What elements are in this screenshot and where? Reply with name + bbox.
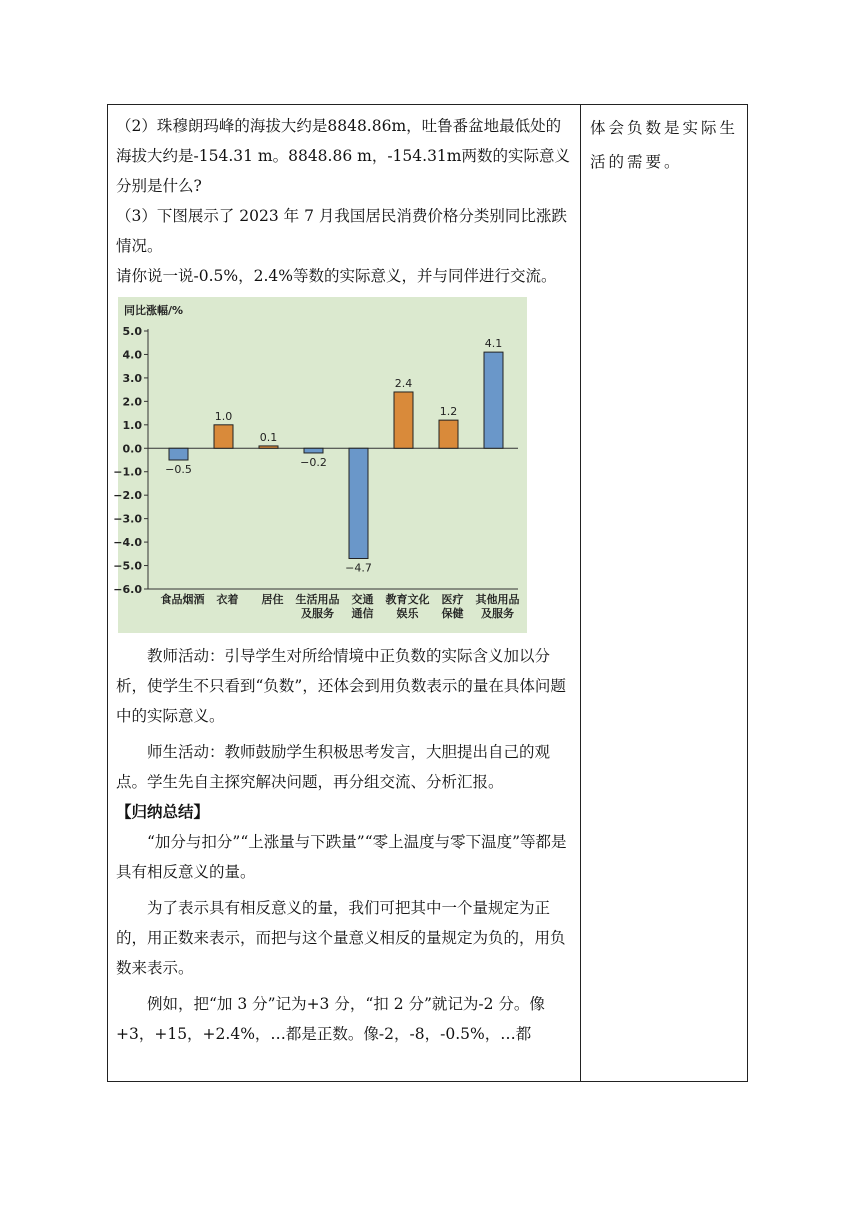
category-label: 娱乐 bbox=[396, 607, 419, 620]
right-column bbox=[590, 111, 740, 179]
bar bbox=[169, 448, 188, 460]
question-2: （2）珠穆朗玛峰的海拔大约是8848.86m，吐鲁番盆地最低处的海拔大约是-154.31 m。8848.86 m，-154.31m两数的实际意义分别是什么? bbox=[116, 117, 570, 195]
category-label: 教育文化 bbox=[385, 593, 430, 606]
category-label: 交通 bbox=[351, 593, 374, 606]
bar bbox=[304, 448, 323, 453]
bar-value-label: 1.0 bbox=[214, 409, 233, 423]
bar-value-label: −4.7 bbox=[345, 561, 372, 575]
teacher-activity: 教师活动：引导学生对所给情境中正负数的实际含义加以分析，使学生不只看到“负数”，还体会到用负数表示的量在具体问题中的实际意义。 bbox=[116, 647, 566, 725]
cpi-bar-chart bbox=[113, 297, 527, 633]
bar bbox=[394, 392, 413, 448]
design-intent-note: 体会负数是实际生活的需要。 bbox=[590, 119, 739, 171]
teacher-student-activity: 师生活动：教师鼓励学生积极思考发言，大胆提出自己的观点。学生先自主探究解决问题，再分组交流、分析汇报。 bbox=[116, 743, 551, 791]
y-tick-label: 5.0 bbox=[122, 325, 142, 338]
summary-paragraph-2: 为了表示具有相反意义的量，我们可把其中一个量规定为正的，用正数来表示，而把与这个量意义相反的量规定为负的，用负数来表示。 bbox=[116, 899, 566, 977]
y-tick-label: −3.0 bbox=[113, 512, 142, 526]
category-label: 食品烟酒 bbox=[160, 593, 205, 606]
category-label: 通信 bbox=[351, 607, 374, 620]
column-divider bbox=[580, 105, 581, 1081]
bar-value-label: 0.1 bbox=[259, 430, 278, 444]
y-tick-label: 0.0 bbox=[122, 442, 142, 456]
bar bbox=[439, 420, 458, 448]
bar bbox=[259, 446, 278, 448]
bar-value-label: 1.2 bbox=[439, 405, 458, 419]
bar-value-label: −0.2 bbox=[300, 455, 327, 469]
chart-svg bbox=[113, 297, 527, 633]
category-label: 及服务 bbox=[301, 607, 334, 620]
y-tick-label: −5.0 bbox=[113, 559, 142, 573]
summary-paragraph-1: “加分与扣分”“上涨量与下跌量”“零上温度与零下温度”等都是具有相反意义的量。 bbox=[116, 833, 567, 881]
y-tick-label: −2.0 bbox=[113, 489, 142, 503]
bar-value-label: −0.5 bbox=[165, 463, 192, 476]
bar bbox=[484, 352, 503, 448]
y-tick-label: −6.0 bbox=[113, 583, 142, 596]
category-label: 医疗 bbox=[441, 593, 464, 606]
category-label: 居住 bbox=[261, 593, 284, 606]
y-tick-label: −1.0 bbox=[113, 465, 142, 479]
lesson-table bbox=[107, 104, 748, 1082]
question-3: （3）下图展示了 2023 年 7 月我国居民消费价格分类别同比涨跌情况。 bbox=[116, 207, 567, 255]
y-tick-label: 1.0 bbox=[122, 418, 142, 432]
category-label: 及服务 bbox=[481, 607, 514, 620]
category-label: 生活用品 bbox=[295, 593, 340, 606]
example-paragraph: 例如，把“加 3 分”记为+3 分，“扣 2 分”就记为-2 分。像 +3，+15，+2.4%，…都是正数。像-2，-8，-0.5%，…都 bbox=[116, 995, 545, 1043]
summary-heading: 【归纳总结】 bbox=[116, 803, 210, 821]
question-3-ask: 请你说一说-0.5%，2.4%等数的实际意义，并与同伴进行交流。 bbox=[116, 267, 557, 285]
bar-value-label: 4.1 bbox=[484, 337, 503, 351]
y-tick-label: 2.0 bbox=[122, 395, 142, 409]
category-label: 保健 bbox=[441, 607, 464, 620]
y-tick-label: 4.0 bbox=[122, 348, 142, 362]
category-label: 其他用品 bbox=[475, 593, 520, 606]
bar-value-label: 2.4 bbox=[394, 376, 413, 390]
left-column bbox=[113, 111, 574, 1049]
y-axis-title: 同比涨幅/% bbox=[124, 304, 184, 317]
y-tick-label: 3.0 bbox=[122, 371, 142, 385]
bar bbox=[349, 448, 368, 558]
y-tick-label: −4.0 bbox=[113, 536, 142, 550]
category-label: 衣着 bbox=[216, 593, 239, 606]
bar bbox=[214, 425, 233, 448]
